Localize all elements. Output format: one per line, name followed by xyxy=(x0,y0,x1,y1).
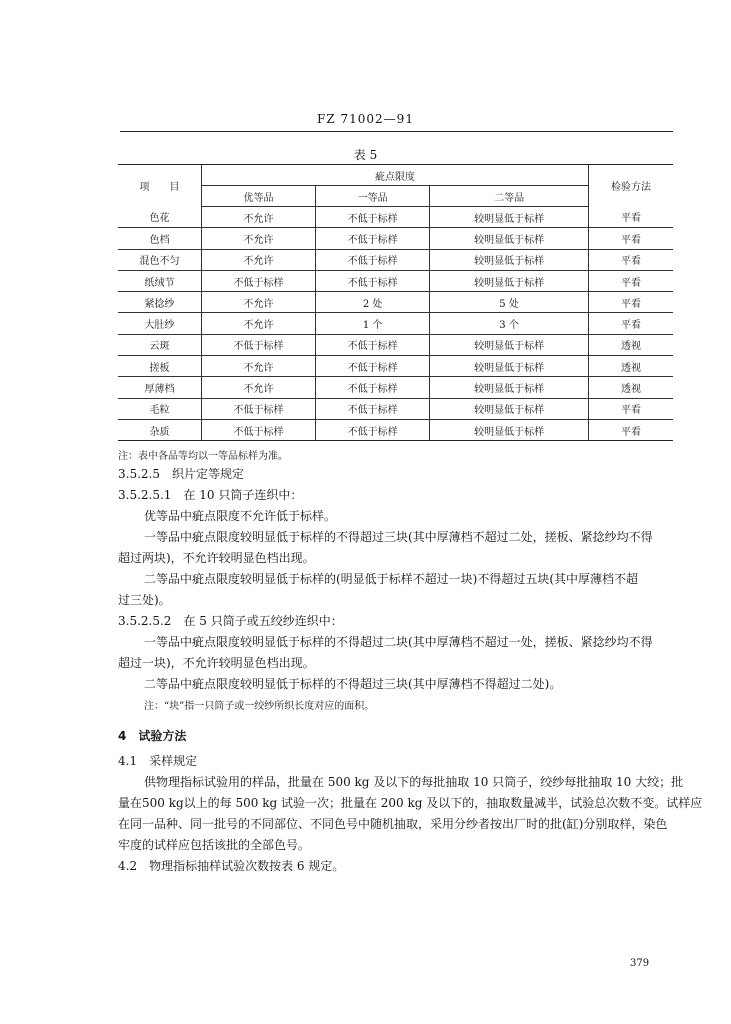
cell-second: 较明显低于标样 xyxy=(430,207,589,228)
block-definition-note: 注：“块”指一只筒子或一绞纱所织长度对应的面积。 xyxy=(144,701,375,712)
sampling-paragraph-line2: 量在500 kg以上的每 500 kg 试验一次；批量在 200 kg 及以下的，抽取数量减半，试验总次数不变。试样应 xyxy=(118,796,703,810)
table-row xyxy=(118,249,673,270)
cell-first: 不低于标样 xyxy=(316,419,430,440)
paragraph-first-grade-5-line1: 一等品中疵点限度较明显低于标样的不得超过二块(其中厚薄档不超过一处，搓板、紧捻纱均不得 xyxy=(144,635,653,649)
col-header-defect-limit: 疵点限度 xyxy=(202,165,589,186)
table-row xyxy=(118,334,673,355)
cell-method: 平看 xyxy=(589,270,674,291)
col-header-grade-second: 二等品 xyxy=(430,186,589,207)
row-item: 毛粒 xyxy=(118,398,202,419)
table-row xyxy=(118,377,673,398)
section-4-2: 4.2 物理指标抽样试验次数按表 6 规定。 xyxy=(118,859,345,873)
row-item: 大肚纱 xyxy=(118,313,202,334)
cell-first: 不低于标样 xyxy=(316,228,430,249)
row-item: 紧捻纱 xyxy=(118,292,202,313)
header-rule xyxy=(120,131,673,132)
cell-first: 不低于标样 xyxy=(316,377,430,398)
cell-second: 较明显低于标样 xyxy=(430,270,589,291)
table-row xyxy=(118,292,673,313)
paragraph-first-grade-line1: 一等品中疵点限度较明显低于标样的不得超过三块(其中厚薄档不超过二处，搓板、紧捻纱均不得 xyxy=(144,530,653,544)
col-header-item: 项 目 xyxy=(118,165,202,207)
cell-second: 5 处 xyxy=(430,292,589,313)
row-item: 云斑 xyxy=(118,334,202,355)
cell-method: 透视 xyxy=(589,377,674,398)
cell-second: 较明显低于标样 xyxy=(430,356,589,377)
col-header-method: 检验方法 xyxy=(589,165,674,207)
table-note: 注：表中各品等均以一等品标样为准。 xyxy=(118,451,288,462)
cell-first: 不低于标样 xyxy=(316,398,430,419)
cell-first: 不低于标样 xyxy=(316,334,430,355)
row-item: 杂质 xyxy=(118,419,202,440)
cell-method: 平看 xyxy=(589,249,674,270)
sampling-paragraph-line1: 供物理指标试验用的样品，批量在 500 kg 及以下的每批抽取 10 只筒子，绞纱每批抽取 10 大绞；批 xyxy=(144,775,684,789)
defect-limit-table xyxy=(118,164,673,441)
cell-second: 较明显低于标样 xyxy=(430,398,589,419)
table-row xyxy=(118,228,673,249)
paragraph-first-grade-5-line2: 超过一块)，不允许较明显色档出现。 xyxy=(118,656,315,670)
row-item: 色花 xyxy=(118,207,202,228)
table-row xyxy=(118,270,673,291)
row-item: 搓板 xyxy=(118,356,202,377)
cell-method: 平看 xyxy=(589,313,674,334)
page-number: 379 xyxy=(630,958,650,969)
paragraph-second-grade-line2: 过三处)。 xyxy=(118,593,171,607)
section-3-5-2-5-2: 3.5.2.5.2 在 5 只筒子或五绞纱连织中： xyxy=(118,614,343,628)
cell-first: 1 个 xyxy=(316,313,430,334)
table-row xyxy=(118,398,673,419)
table-row xyxy=(118,207,673,228)
cell-first: 不低于标样 xyxy=(316,270,430,291)
cell-first: 2 处 xyxy=(316,292,430,313)
cell-premium: 不允许 xyxy=(202,313,316,334)
cell-method: 平看 xyxy=(589,419,674,440)
table-row xyxy=(118,313,673,334)
cell-second: 较明显低于标样 xyxy=(430,334,589,355)
cell-premium: 不允许 xyxy=(202,292,316,313)
cell-second: 3 个 xyxy=(430,313,589,334)
row-item: 厚薄档 xyxy=(118,377,202,398)
table-header-row xyxy=(118,165,673,186)
cell-first: 不低于标样 xyxy=(316,249,430,270)
paragraph-second-grade-line1: 二等品中疵点限度较明显低于标样的(明显低于标样不超过一块)不得超过五块(其中厚薄档不超 xyxy=(144,572,639,586)
cell-premium: 不低于标样 xyxy=(202,419,316,440)
cell-method: 透视 xyxy=(589,356,674,377)
cell-premium: 不低于标样 xyxy=(202,398,316,419)
paragraph-second-grade-5: 二等品中疵点限度较明显低于标样的不得超过三块(其中厚薄档不得超过二处)。 xyxy=(144,677,562,691)
cell-premium: 不允许 xyxy=(202,228,316,249)
row-item: 纸绒节 xyxy=(118,270,202,291)
section-3-5-2-5-1: 3.5.2.5.1 在 10 只筒子连织中： xyxy=(118,488,303,502)
cell-second: 较明显低于标样 xyxy=(430,377,589,398)
cell-method: 透视 xyxy=(589,334,674,355)
sampling-paragraph-line3: 在同一品种、同一批号的不同部位、不同色号中随机抽取，采用分纱者按出厂时的批(缸)分别取样，染色 xyxy=(118,817,668,831)
table-row xyxy=(118,419,673,440)
cell-method: 平看 xyxy=(589,228,674,249)
section-3-5-2-5: 3.5.2.5 织片定等规定 xyxy=(118,467,244,481)
section-4-heading: 4 试验方法 xyxy=(118,729,187,743)
row-item: 混色不匀 xyxy=(118,249,202,270)
col-header-grade-premium: 优等品 xyxy=(202,186,316,207)
table-row xyxy=(118,356,673,377)
cell-premium: 不允许 xyxy=(202,377,316,398)
cell-second: 较明显低于标样 xyxy=(430,249,589,270)
cell-second: 较明显低于标样 xyxy=(430,419,589,440)
col-header-grade-first: 一等品 xyxy=(316,186,430,207)
section-4-1: 4.1 采样规定 xyxy=(118,754,198,768)
cell-premium: 不低于标样 xyxy=(202,334,316,355)
cell-method: 平看 xyxy=(589,207,674,228)
row-item: 色档 xyxy=(118,228,202,249)
cell-premium: 不允许 xyxy=(202,249,316,270)
cell-premium: 不允许 xyxy=(202,207,316,228)
standard-number-header: FZ 71002—91 xyxy=(317,112,414,126)
cell-method: 平看 xyxy=(589,292,674,313)
sampling-paragraph-line4: 牢度的试样应包括该批的全部色号。 xyxy=(118,838,311,852)
cell-first: 不低于标样 xyxy=(316,207,430,228)
cell-premium: 不低于标样 xyxy=(202,270,316,291)
paragraph-first-grade-line2: 超过两块)，不允许较明显色档出现。 xyxy=(118,551,315,565)
cell-premium: 不允许 xyxy=(202,356,316,377)
cell-method: 平看 xyxy=(589,398,674,419)
cell-second: 较明显低于标样 xyxy=(430,228,589,249)
cell-first: 不低于标样 xyxy=(316,356,430,377)
paragraph-premium: 优等品中疵点限度不允许低于标样。 xyxy=(144,509,337,523)
table-caption: 表 5 xyxy=(353,148,378,162)
